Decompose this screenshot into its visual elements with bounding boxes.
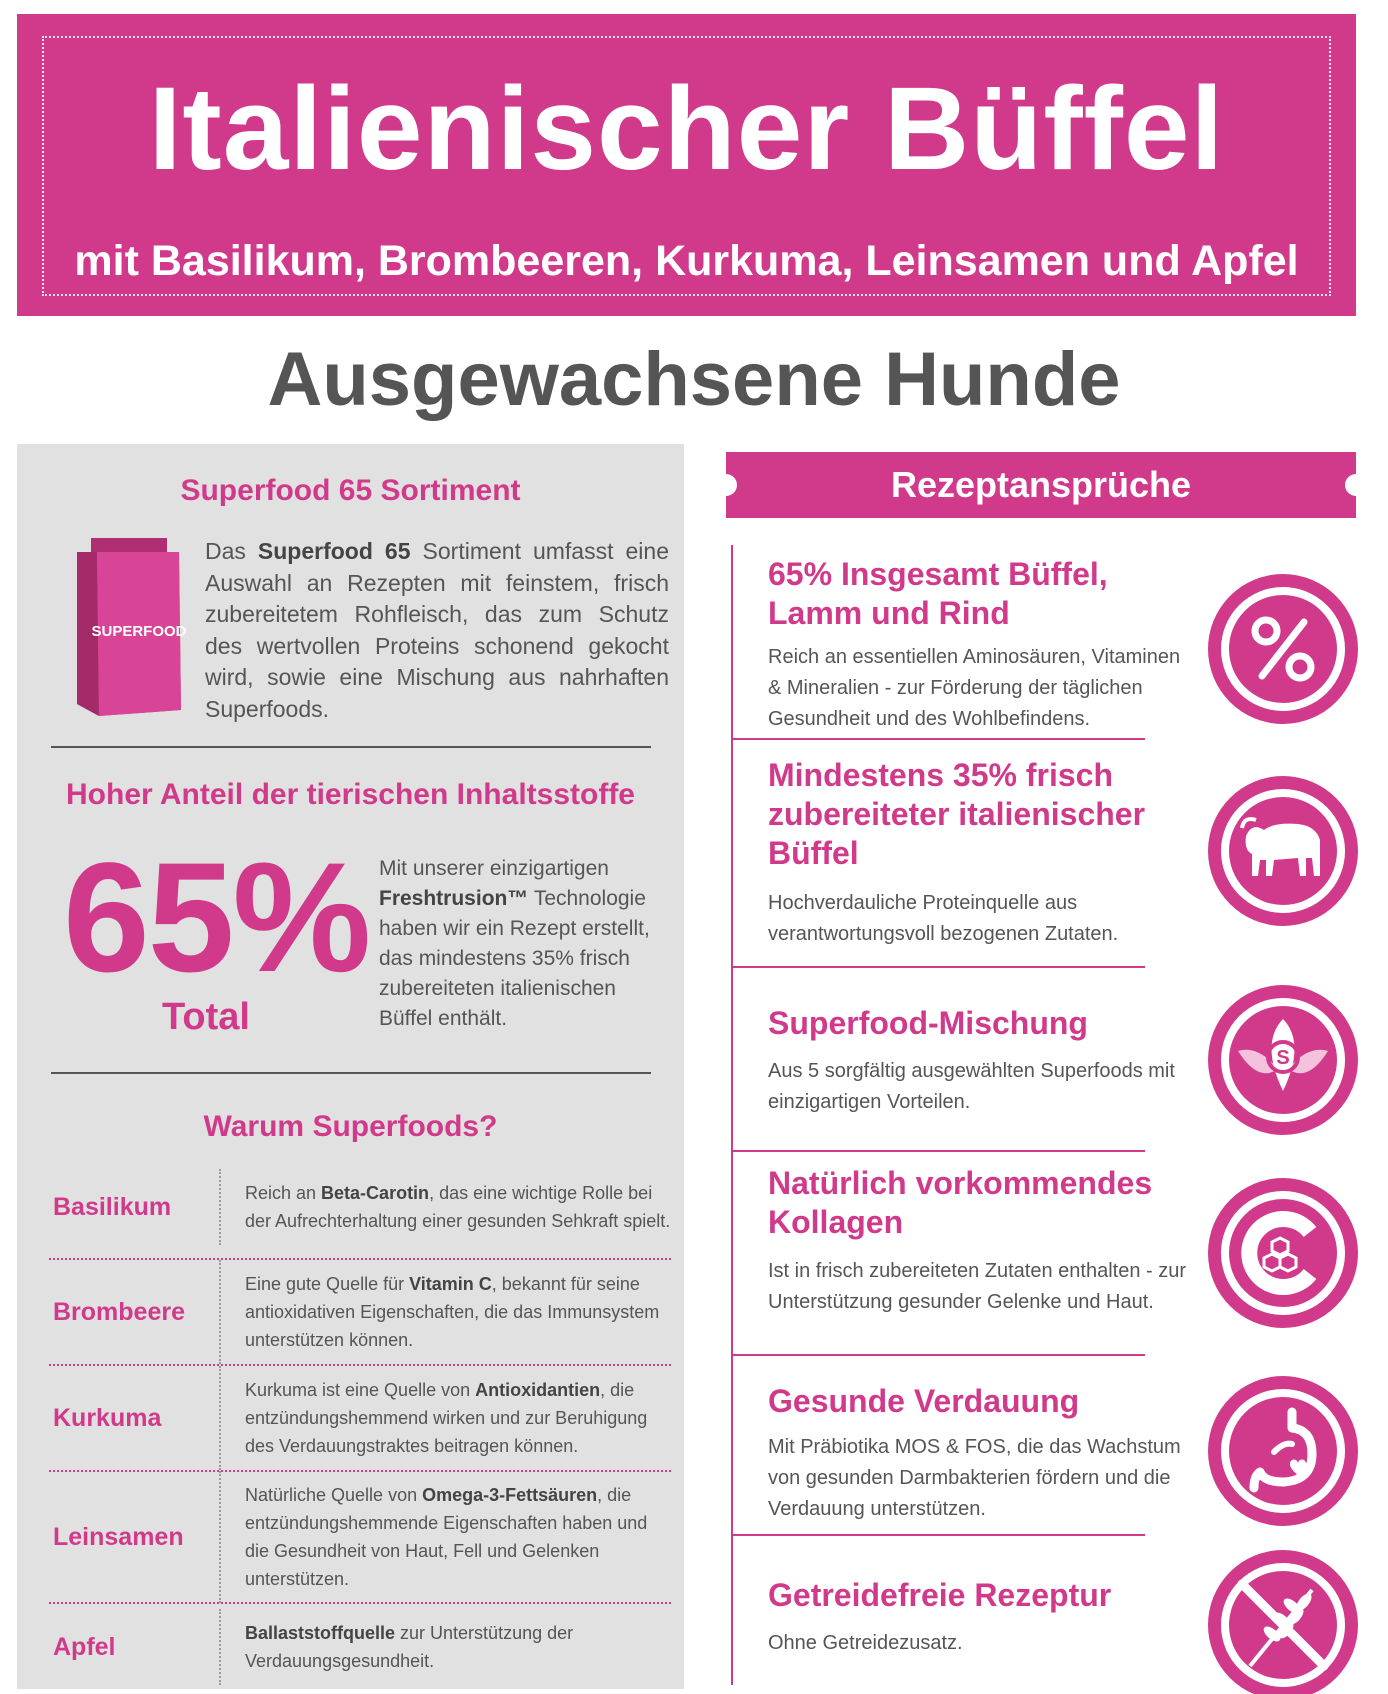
- superfood-name: Apfel: [53, 1632, 116, 1661]
- section-divider: [51, 746, 651, 748]
- claim-title: Superfood-Mischung: [768, 1005, 1088, 1041]
- audience-heading: Ausgewachsene Hunde: [267, 337, 1121, 422]
- superfood-bag-icon: [69, 534, 189, 720]
- table-row: [49, 1156, 671, 1260]
- header-banner: [17, 14, 1356, 316]
- left-info-panel: [17, 444, 684, 1689]
- superfood-description: Kurkuma ist eine Quelle von Antioxidantien, die entzündungshemmend wirken und zur Beruhigung des Verdauungstraktes beitragen können.: [219, 1366, 671, 1470]
- superfood-description: Natürliche Quelle von Omega-3-Fettsäuren, die entzündungshemmende Eigenschaften haben und die Gesundheit von Haut, Fell und Gelenken unterstützen.: [219, 1471, 671, 1603]
- svg-text:S: S: [1276, 1047, 1290, 1069]
- claim-text: Hochverdauliche Proteinquelle aus verantwortungsvoll bezogenen Zutaten.: [768, 892, 1119, 945]
- superfood-name: Basilikum: [53, 1192, 172, 1221]
- animal-content-heading: Hoher Anteil der tierischen Inhaltsstoffe: [66, 778, 635, 811]
- percent-icon: [1208, 574, 1358, 724]
- table-row: [49, 1366, 671, 1472]
- superfood-description: Eine gute Quelle für Vitamin C, bekannt für seine antioxidativen Eigenschaften, die das Immunsystem unterstützen können.: [219, 1260, 671, 1364]
- range-heading: Superfood 65 Sortiment: [180, 474, 521, 507]
- claim-title: Gesunde Verdauung: [768, 1383, 1080, 1419]
- superfood-description: Ballaststoffquelle zur Unterstützung der Verdauungsgesundheit.: [219, 1609, 671, 1685]
- collagen-icon: [1208, 1178, 1358, 1328]
- superfood-description: Reich an Beta-Carotin, das eine wichtige Rolle bei der Aufrechterhaltung einer gesunden Sehkraft spielt.: [219, 1169, 671, 1245]
- section-divider: [51, 1072, 651, 1074]
- claim-separator: [731, 966, 1145, 968]
- freshtrusion-description: Mit unserer einzigartigen Freshtrusion™ Technologie haben wir ein Rezept erstellt, das mindestens 35% frisch zubereiteten italienischen Büffel enthält.: [379, 857, 650, 1030]
- claim-separator: [731, 1534, 1145, 1536]
- superfoods-heading: Warum Superfoods?: [203, 1110, 498, 1143]
- claim-text: Reich an essentiellen Aminosäuren, Vitaminen & Mineralien - zur Förderung der täglichen Gesundheit und des Wohlbefindens.: [768, 646, 1181, 730]
- superfood-lotus-icon: [1208, 985, 1358, 1135]
- product-subtitle: mit Basilikum, Brombeeren, Kurkuma, Leinsamen und Apfel: [74, 237, 1299, 285]
- table-row: [49, 1604, 671, 1690]
- claim-separator: [731, 738, 1145, 740]
- claim-text: Aus 5 sorgfältig ausgewählten Superfoods mit einzigartigen Vorteilen.: [768, 1060, 1175, 1113]
- claims-ribbon-title: Rezeptansprüche: [890, 464, 1192, 505]
- big-percent-value: 65%: [63, 831, 370, 1005]
- superfood-name: Kurkuma: [53, 1403, 162, 1432]
- table-row: [49, 1472, 671, 1604]
- no-grain-icon: [1208, 1550, 1358, 1694]
- superfoods-table: [49, 1156, 671, 1690]
- claim-text: Ohne Getreidezusatz.: [768, 1632, 963, 1654]
- table-row: [49, 1260, 671, 1366]
- claim-title: Natürlich vorkommendes Kollagen: [768, 1165, 1153, 1240]
- claim-separator: [731, 1150, 1145, 1152]
- claim-title: 65% Insgesamt Büffel, Lamm und Rind: [768, 556, 1108, 631]
- product-title: Italienischer Büffel: [148, 63, 1225, 195]
- range-description: Das Superfood 65 Sortiment umfasst eine Auswahl an Rezepten mit feinstem, frisch zubereitetem Rohfleisch, das zum Schutz des wertvollen Proteins schonend gekocht wird, sowie eine Mischung aus nahrhaften Superfoods.: [205, 538, 669, 722]
- buffalo-icon: [1208, 776, 1358, 926]
- claim-text: Ist in frisch zubereiteten Zutaten enthalten - zur Unterstützung gesunder Gelenke und Haut.: [768, 1260, 1186, 1313]
- claim-separator: [731, 1354, 1145, 1356]
- bag-label: SUPERFOOD: [91, 623, 187, 640]
- superfood-name: Brombeere: [53, 1297, 185, 1326]
- claim-text: Mit Präbiotika MOS & FOS, die das Wachstum von gesunden Darmbakterien fördern und die Verdauung unterstützen.: [768, 1436, 1181, 1520]
- stomach-heart-icon: [1208, 1376, 1358, 1526]
- claims-vertical-line: [731, 545, 733, 1685]
- claim-title: Mindestens 35% frisch zubereiteter italienischer Büffel: [768, 757, 1146, 871]
- claim-title: Getreidefreie Rezeptur: [768, 1577, 1112, 1613]
- superfood-name: Leinsamen: [53, 1522, 184, 1551]
- total-label: Total: [162, 996, 250, 1038]
